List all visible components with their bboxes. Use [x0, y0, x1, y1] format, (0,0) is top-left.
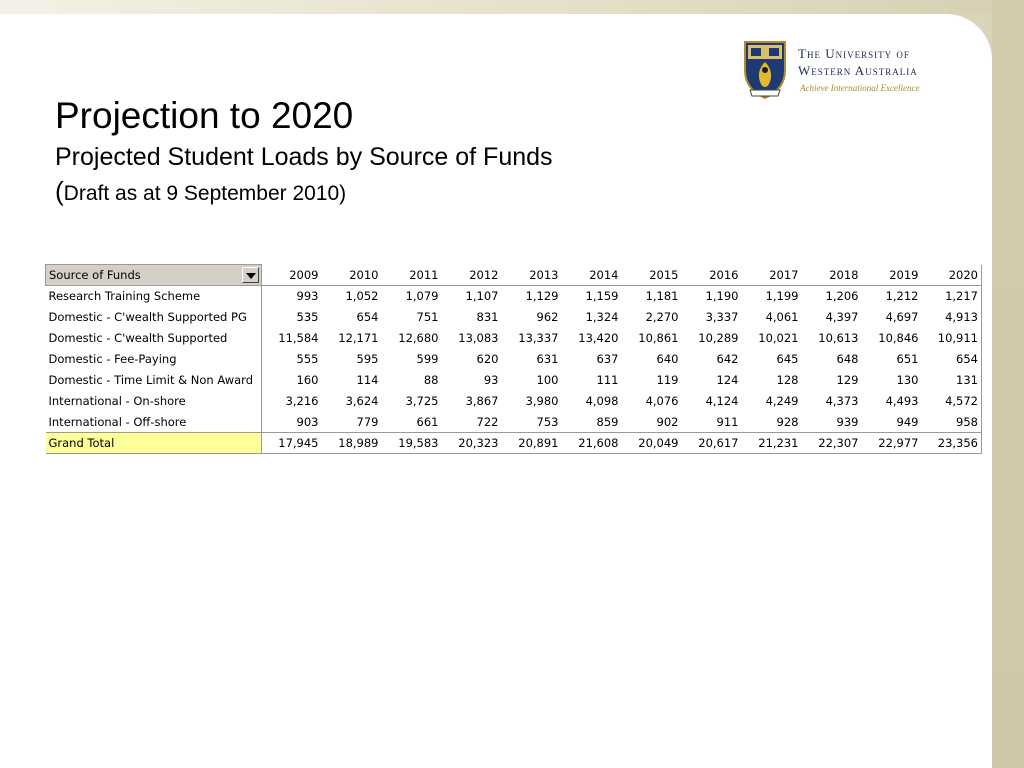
- source-of-funds-header[interactable]: [46, 265, 262, 286]
- year-header: 2019: [862, 265, 922, 286]
- year-header: 2015: [622, 265, 682, 286]
- grand-total-cell: 19,583: [382, 433, 442, 454]
- grand-total-row: [46, 433, 982, 454]
- table-cell: 1,129: [525, 289, 559, 304]
- table-cell: 12,171: [338, 331, 379, 345]
- year-header: 2013: [502, 265, 562, 286]
- table-cell: 131: [922, 370, 982, 391]
- table-cell: 128: [776, 373, 799, 387]
- table-cell: 4,373: [825, 394, 859, 408]
- table-cell: 939: [836, 414, 859, 429]
- table-cell: 1,212: [885, 289, 919, 304]
- grand-total-cell: 20,323: [442, 433, 502, 454]
- grand-total-cell: 20,049: [622, 433, 682, 454]
- year-header: 2020: [922, 265, 982, 286]
- grand-total-cell: 23,356: [922, 433, 982, 454]
- table-cell: 160: [296, 373, 319, 387]
- row-label: International - On-shore: [46, 391, 262, 412]
- table-cell: 4,572: [922, 391, 982, 412]
- slide-draft-note: [55, 176, 346, 209]
- table-cell: 599: [416, 352, 439, 366]
- table-cell: 4,697: [885, 310, 919, 324]
- table-cell: 651: [896, 352, 919, 366]
- draft-text: Draft as at 9 September 2010): [63, 182, 347, 205]
- table-cell: 1,159: [585, 289, 619, 304]
- grand-total-cell: 22,307: [802, 433, 862, 454]
- table-row: [46, 286, 982, 307]
- table-cell: 3,980: [525, 394, 559, 408]
- table-cell: 10,021: [758, 331, 799, 345]
- table-cell: 779: [356, 414, 379, 429]
- table-cell: 751: [416, 310, 439, 324]
- table-cell: 1,199: [765, 289, 799, 304]
- table-cell: 1,181: [645, 289, 679, 304]
- year-header: 2014: [562, 265, 622, 286]
- table-cell: 10,613: [818, 331, 859, 345]
- header-row: [46, 265, 982, 286]
- table-cell: 13,337: [518, 331, 559, 345]
- grand-total-cell: 20,617: [682, 433, 742, 454]
- table-cell: 1,324: [585, 310, 619, 324]
- table-cell: 1,206: [825, 289, 859, 304]
- top-decor-strip: [0, 0, 1024, 14]
- table-cell: 1,052: [345, 289, 379, 304]
- table-cell: 2,270: [645, 310, 679, 324]
- grand-total-cell: 20,891: [502, 433, 562, 454]
- table-cell: 4,098: [585, 394, 619, 408]
- year-header: 2016: [682, 265, 742, 286]
- table-cell: 10,911: [922, 328, 982, 349]
- draft-open-paren: (: [55, 176, 64, 206]
- university-name-line2: Western Australia: [798, 63, 918, 78]
- table-cell: 4,913: [922, 307, 982, 328]
- row-label: Domestic - Time Limit & Non Award: [46, 370, 262, 391]
- grand-total-cell: 22,977: [862, 433, 922, 454]
- table-cell: 4,061: [765, 310, 799, 324]
- table-cell: 10,846: [878, 331, 919, 345]
- table-row: [46, 370, 982, 391]
- table-cell: 13,083: [458, 331, 499, 345]
- table-cell: 535: [296, 310, 319, 324]
- year-header: 2009: [262, 265, 322, 286]
- table-cell: 595: [356, 352, 379, 366]
- table-cell: 129: [836, 373, 859, 387]
- grand-total-cell: 21,608: [562, 433, 622, 454]
- year-header: 2018: [802, 265, 862, 286]
- table-cell: 88: [423, 373, 439, 387]
- table-cell: 645: [776, 352, 799, 366]
- table-cell: 93: [483, 373, 499, 387]
- table-cell: 911: [716, 414, 739, 429]
- table-cell: 3,216: [285, 394, 319, 408]
- table-cell: 661: [416, 414, 439, 429]
- student-loads-table: [45, 264, 982, 454]
- grand-total-cell: 18,989: [322, 433, 382, 454]
- university-name-line1: The University of: [798, 46, 910, 61]
- slide-title: Projection to 2020: [55, 95, 354, 136]
- table-cell: 928: [776, 414, 799, 429]
- university-motto: Achieve International Excellence: [800, 83, 920, 93]
- table-cell: 11,584: [278, 331, 319, 345]
- table-cell: 555: [296, 352, 319, 366]
- year-header: 2012: [442, 265, 502, 286]
- year-header: 2010: [322, 265, 382, 286]
- table-cell: 958: [922, 412, 982, 433]
- table-cell: 4,249: [765, 394, 799, 408]
- table-cell: 640: [656, 352, 679, 366]
- table-cell: 903: [296, 414, 319, 429]
- table-cell: 111: [596, 373, 619, 387]
- table-row: [46, 412, 982, 433]
- table-cell: 949: [896, 414, 919, 429]
- table-body: [46, 286, 982, 454]
- table-cell: 12,680: [398, 331, 439, 345]
- table-cell: 642: [716, 352, 739, 366]
- table-cell: 654: [356, 310, 379, 324]
- year-header: 2011: [382, 265, 442, 286]
- table-cell: 620: [476, 352, 499, 366]
- table-cell: 3,725: [405, 394, 439, 408]
- filter-dropdown-icon[interactable]: [242, 267, 259, 283]
- row-label: Domestic - C'wealth Supported: [46, 328, 262, 349]
- university-crest-icon: [742, 40, 788, 100]
- table-cell: 4,493: [885, 394, 919, 408]
- table-cell: 1,190: [705, 289, 739, 304]
- table-cell: 1,217: [922, 286, 982, 307]
- table-cell: 13,420: [578, 331, 619, 345]
- table-row: [46, 391, 982, 412]
- data-table: [45, 264, 982, 454]
- table-cell: 10,861: [638, 331, 679, 345]
- table-cell: 648: [836, 352, 859, 366]
- table-cell: 4,397: [825, 310, 859, 324]
- row-label: Domestic - C'wealth Supported PG: [46, 307, 262, 328]
- table-cell: 3,624: [345, 394, 379, 408]
- table-cell: 10,289: [698, 331, 739, 345]
- row-label: International - Off-shore: [46, 412, 262, 433]
- table-cell: 100: [536, 373, 559, 387]
- table-cell: 654: [922, 349, 982, 370]
- header-label: Source of Funds: [49, 268, 141, 282]
- year-header: 2017: [742, 265, 802, 286]
- table-cell: 4,124: [705, 394, 739, 408]
- table-cell: 831: [476, 310, 499, 324]
- table-cell: 1,107: [465, 289, 499, 304]
- table-cell: 722: [476, 414, 499, 429]
- table-cell: 124: [716, 373, 739, 387]
- table-cell: 993: [296, 289, 319, 304]
- table-cell: 119: [656, 373, 679, 387]
- row-label: Domestic - Fee-Paying: [46, 349, 262, 370]
- table-cell: 902: [656, 414, 679, 429]
- table-cell: 637: [596, 352, 619, 366]
- table-row: [46, 349, 982, 370]
- table-cell: 1,079: [405, 289, 439, 304]
- table-cell: 3,337: [705, 310, 739, 324]
- table-cell: 859: [596, 414, 619, 429]
- table-cell: 4,076: [645, 394, 679, 408]
- grand-total-label: Grand Total: [46, 433, 262, 454]
- row-label: Research Training Scheme: [46, 286, 262, 307]
- table-cell: 631: [536, 352, 559, 366]
- table-cell: 114: [356, 373, 379, 387]
- table-row: [46, 328, 982, 349]
- table-row: [46, 307, 982, 328]
- grand-total-cell: 21,231: [742, 433, 802, 454]
- right-decor-strip: [992, 0, 1024, 768]
- table-cell: 962: [536, 310, 559, 324]
- table-cell: 753: [536, 414, 559, 429]
- university-logo: [742, 38, 962, 102]
- slide-subtitle: Projected Student Loads by Source of Funds: [55, 143, 553, 171]
- table-cell: 3,867: [465, 394, 499, 408]
- table-cell: 130: [896, 373, 919, 387]
- grand-total-cell: 17,945: [262, 433, 322, 454]
